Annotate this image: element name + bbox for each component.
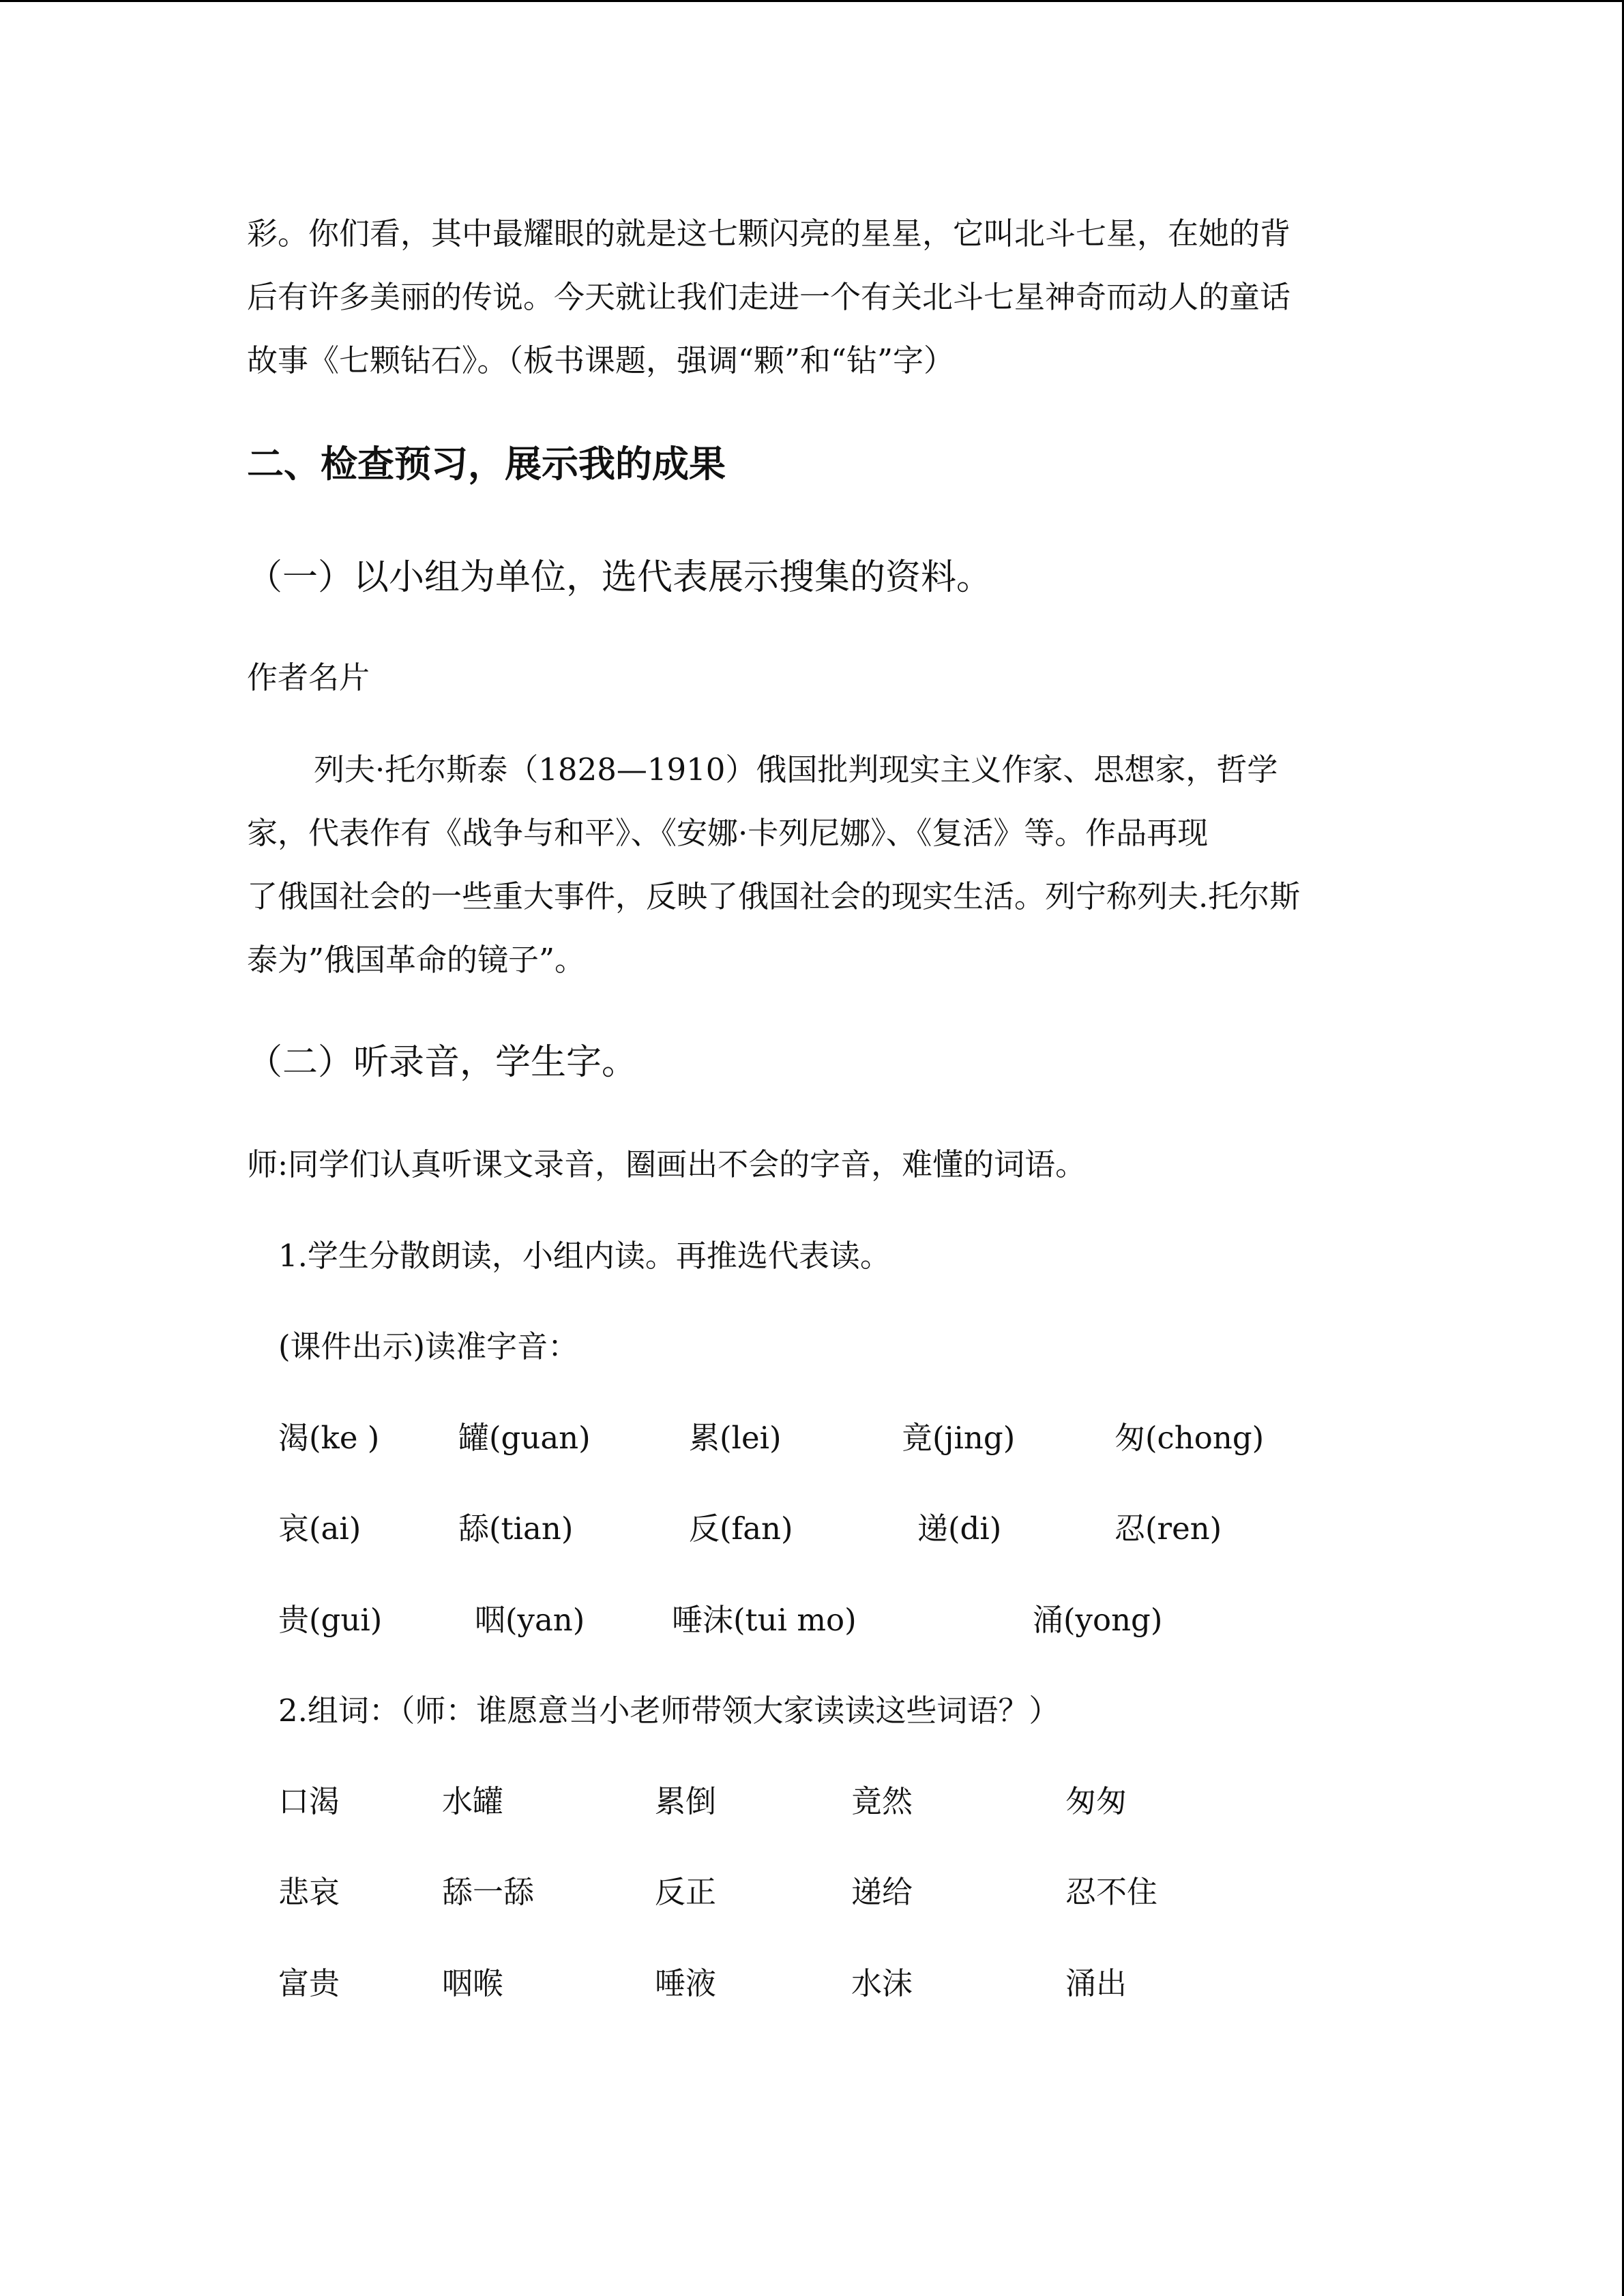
word-item: 口渴 — [278, 1783, 340, 1819]
author-card-label: 作者名片 — [247, 659, 370, 696]
word-item: 富贵 — [278, 1965, 340, 2001]
pinyin-item: 递(di) — [917, 1510, 1002, 1547]
pinyin-item: 反(fan) — [689, 1510, 793, 1547]
word-item: 唾液 — [655, 1965, 717, 2001]
word-item: 反正 — [655, 1874, 717, 1910]
word-item: 累倒 — [655, 1783, 717, 1819]
teacher-instruction: 师:同学们认真听课文录音，圈画出不会的字音，难懂的词语。 — [247, 1146, 1087, 1182]
word-item: 咽喉 — [442, 1965, 504, 2001]
word-item: 竟然 — [851, 1783, 913, 1819]
word-item: 水沫 — [851, 1965, 913, 2001]
pinyin-item: 竟(jing) — [902, 1420, 1016, 1456]
pinyin-item: 忍(ren) — [1114, 1510, 1222, 1547]
word-item: 忍不住 — [1065, 1874, 1158, 1910]
step-1: 1.学生分散朗读，小组内读。再推选代表读。 — [278, 1238, 891, 1274]
bio-line-2: 家，代表作有《战争与和平》、《安娜·卡列尼娜》、《复活》等。作品再现 — [247, 815, 1209, 851]
pinyin-item: 唾沫(tui mo) — [672, 1602, 857, 1638]
pinyin-item: 累(lei) — [689, 1420, 782, 1456]
step-2: 2.组词：（师：谁愿意当小老师带领大家读读这些词语？） — [278, 1693, 1060, 1729]
pinyin-item: 舔(tian) — [458, 1510, 574, 1547]
pinyin-item: 罐(guan) — [458, 1420, 591, 1456]
bio-line-3: 了俄国社会的一些重大事件，反映了俄国社会的现实生活。列宁称列夫.托尔斯 — [247, 878, 1301, 914]
pinyin-item: 咽(yan) — [475, 1602, 585, 1638]
page-border-top — [0, 0, 1624, 2]
word-item: 递给 — [851, 1874, 913, 1910]
pinyin-item: 贵(gui) — [278, 1602, 383, 1638]
word-item: 悲哀 — [278, 1874, 340, 1910]
intro-line-1: 彩。你们看，其中最耀眼的就是这七颗闪亮的星星，它叫北斗七星，在她的背 — [247, 215, 1291, 252]
pinyin-item: 渴(ke ) — [278, 1420, 380, 1456]
bio-line-4: 泰为”俄国革命的镜子”。 — [247, 942, 586, 978]
pinyin-item: 匆(chong) — [1114, 1420, 1265, 1456]
word-item: 水罐 — [442, 1783, 504, 1819]
part1-title: （一）以小组为单位，选代表展示搜集的资料。 — [247, 557, 992, 598]
bio-line-1: 列夫·托尔斯泰（1828—1910）俄国批判现实主义作家、思想家，哲学 — [314, 751, 1278, 788]
pinyin-item: 涌(yong) — [1033, 1602, 1163, 1638]
section-heading: 二、检查预习，展示我的成果 — [247, 442, 726, 486]
word-item: 匆匆 — [1065, 1783, 1127, 1819]
intro-line-3: 故事《七颗钻石》。（板书课题，强调“颗”和“钻”字） — [247, 342, 955, 378]
part2-title: （二）听录音，学生字。 — [247, 1042, 638, 1083]
pinyin-item: 哀(ai) — [278, 1510, 361, 1547]
word-item: 涌出 — [1065, 1965, 1127, 2001]
courseware-note: (课件出示)读准字音： — [278, 1328, 579, 1365]
intro-line-2: 后有许多美丽的传说。今天就让我们走进一个有关北斗七星神奇而动人的童话 — [247, 279, 1291, 315]
word-item: 舔一舔 — [442, 1874, 535, 1910]
